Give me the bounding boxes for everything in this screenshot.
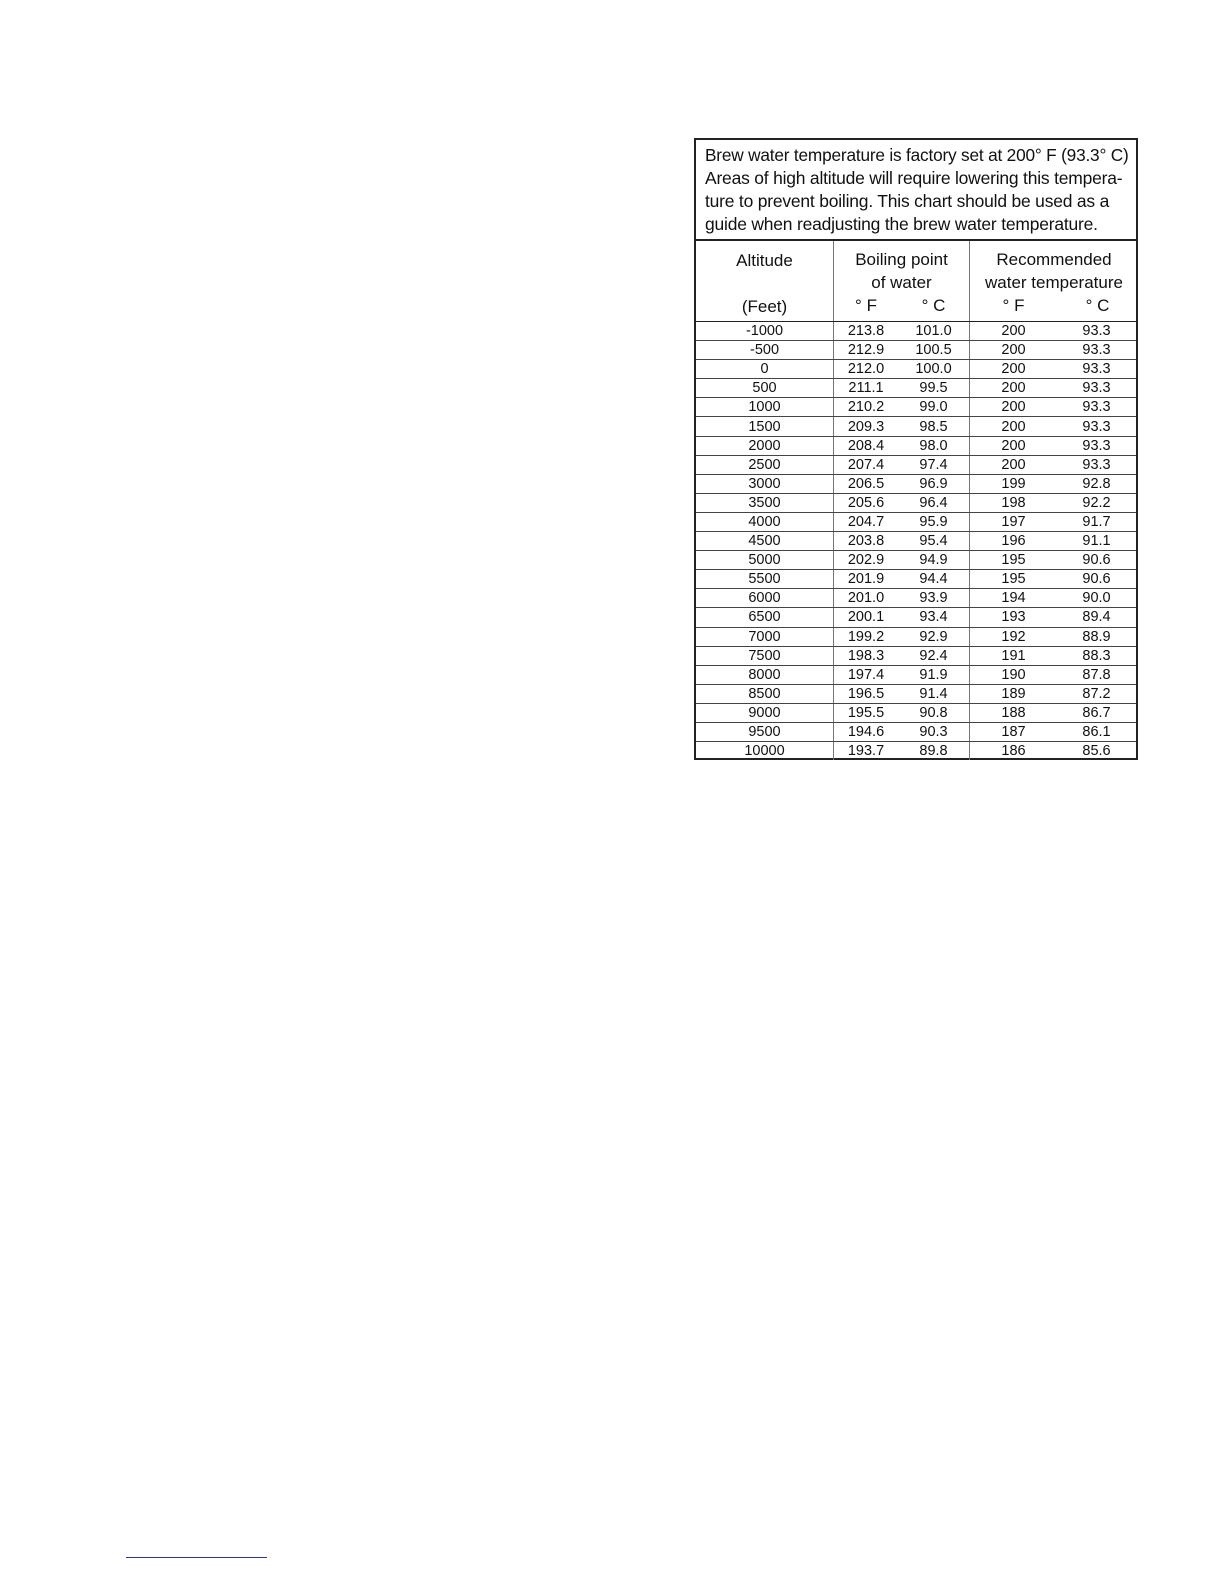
intro-line: Areas of high altitude will require lowering this tempera- xyxy=(705,168,1123,188)
cell-boiling-c: 93.9 xyxy=(898,589,970,608)
cell-boiling-c: 95.4 xyxy=(898,532,970,551)
cell-boiling-f: 198.3 xyxy=(834,646,899,665)
cell-boiling-f: 210.2 xyxy=(834,398,899,417)
table-row xyxy=(696,684,1136,703)
cell-recommended-c: 93.3 xyxy=(1057,398,1136,417)
cell-recommended-c: 90.0 xyxy=(1057,589,1136,608)
cell-recommended-f: 200 xyxy=(970,436,1058,455)
chart-intro xyxy=(696,140,1136,241)
table-row xyxy=(696,646,1136,665)
cell-boiling-c: 89.8 xyxy=(898,742,970,761)
cell-altitude: 3000 xyxy=(696,474,834,493)
cell-recommended-c: 91.1 xyxy=(1057,532,1136,551)
header-boiling-deg-c: ° C xyxy=(921,296,946,315)
cell-altitude: 6000 xyxy=(696,589,834,608)
cell-boiling-f: 208.4 xyxy=(834,436,899,455)
cell-recommended-f: 186 xyxy=(1001,743,1026,760)
cell-boiling-f: 195.5 xyxy=(834,703,899,722)
cell-boiling-f: 202.9 xyxy=(834,551,899,570)
table-row xyxy=(696,436,1136,455)
cell-boiling-c: 95.9 xyxy=(898,512,970,531)
intro-line: Brew water temperature is factory set at 200° F (93.3° C) xyxy=(705,145,1129,165)
cell-boiling-f: 211.1 xyxy=(834,379,899,398)
header-of-water: of water xyxy=(871,273,932,292)
cell-recommended-f: 200 xyxy=(970,341,1058,360)
cell-boiling-f: 204.7 xyxy=(834,512,899,531)
cell-altitude: 1500 xyxy=(696,417,834,436)
altitude-temperature-chart xyxy=(694,138,1138,760)
cell-boiling-c: 100.5 xyxy=(898,341,970,360)
cell-boiling-f: 209.3 xyxy=(834,417,899,436)
cell-boiling-c: 93.4 xyxy=(898,608,970,627)
cell-altitude: 9000 xyxy=(696,703,834,722)
cell-recommended-c: 89.4 xyxy=(1057,608,1136,627)
cell-altitude: 500 xyxy=(696,379,834,398)
table-row xyxy=(696,608,1136,627)
table-row xyxy=(696,493,1136,512)
cell-boiling-f: 194.6 xyxy=(834,722,899,741)
cell-altitude: 4500 xyxy=(696,532,834,551)
cell-altitude: -1000 xyxy=(696,322,834,341)
cell-recommended-c: 92.8 xyxy=(1057,474,1136,493)
cell-recommended-f: 200 xyxy=(970,322,1058,341)
table-row xyxy=(696,341,1136,360)
cell-altitude: 5000 xyxy=(696,551,834,570)
cell-boiling-f: 206.5 xyxy=(834,474,899,493)
cell-recommended-c: 85.6 xyxy=(1082,743,1111,760)
table-row xyxy=(696,455,1136,474)
cell-boiling-c: 101.0 xyxy=(898,322,970,341)
header-recommended: Recommended xyxy=(996,250,1112,269)
cell-altitude: 6500 xyxy=(696,608,834,627)
table-row xyxy=(696,570,1136,589)
table-row xyxy=(696,703,1136,722)
cell-recommended-f: 200 xyxy=(970,360,1058,379)
cell-recommended-f: 195 xyxy=(970,551,1058,570)
intro-line: ture to prevent boiling. This chart should be used as a xyxy=(705,191,1110,211)
cell-boiling-c: 91.9 xyxy=(898,665,970,684)
cell-recommended-c: 93.3 xyxy=(1057,436,1136,455)
cell-recommended-f: 196 xyxy=(970,532,1058,551)
cell-recommended-c: 93.3 xyxy=(1057,455,1136,474)
cell-recommended-c: 93.3 xyxy=(1057,417,1136,436)
cell-recommended-c: 93.3 xyxy=(1057,379,1136,398)
cell-recommended-f: 200 xyxy=(970,417,1058,436)
cell-altitude: 9500 xyxy=(696,722,834,741)
cell-boiling-c: 90.8 xyxy=(898,703,970,722)
cell-boiling-c: 98.0 xyxy=(898,436,970,455)
cell-boiling-c: 92.9 xyxy=(898,627,970,646)
table-row xyxy=(696,417,1136,436)
cell-boiling-c: 96.4 xyxy=(898,493,970,512)
cell-boiling-f: 201.0 xyxy=(834,589,899,608)
cell-recommended-c: 87.8 xyxy=(1057,665,1136,684)
cell-recommended-f: 187 xyxy=(970,722,1058,741)
table-row xyxy=(696,532,1136,551)
cell-boiling-f: 207.4 xyxy=(834,455,899,474)
cell-boiling-c: 99.0 xyxy=(898,398,970,417)
table-header xyxy=(696,241,1136,322)
header-recommended-deg-f: ° F xyxy=(1002,296,1025,315)
cell-boiling-c: 90.3 xyxy=(898,722,970,741)
table-row xyxy=(696,742,1136,761)
header-water-temperature: water temperature xyxy=(985,273,1123,292)
cell-boiling-c: 98.5 xyxy=(898,417,970,436)
cell-boiling-f: 212.9 xyxy=(834,341,899,360)
cell-altitude: 8500 xyxy=(696,684,834,703)
cell-boiling-c: 97.4 xyxy=(898,455,970,474)
cell-recommended-c: 88.9 xyxy=(1057,627,1136,646)
table-row xyxy=(696,474,1136,493)
cell-recommended-f: 193 xyxy=(970,608,1058,627)
cell-boiling-f: 203.8 xyxy=(834,532,899,551)
cell-recommended-f: 200 xyxy=(970,455,1058,474)
cell-altitude: 4000 xyxy=(696,512,834,531)
table-row xyxy=(696,398,1136,417)
cell-boiling-f: 201.9 xyxy=(834,570,899,589)
cell-recommended-f: 198 xyxy=(970,493,1058,512)
cell-boiling-f: 199.2 xyxy=(834,627,899,646)
cell-boiling-f: 197.4 xyxy=(834,665,899,684)
cell-recommended-f: 189 xyxy=(970,684,1058,703)
cell-recommended-c: 90.6 xyxy=(1057,551,1136,570)
cell-boiling-c: 92.4 xyxy=(898,646,970,665)
cell-recommended-c: 88.3 xyxy=(1057,646,1136,665)
cell-recommended-c: 90.6 xyxy=(1057,570,1136,589)
cell-altitude: -500 xyxy=(696,341,834,360)
header-recommended-deg-c: ° C xyxy=(1085,296,1110,315)
table-row xyxy=(696,551,1136,570)
cell-recommended-c: 86.1 xyxy=(1057,722,1136,741)
cell-recommended-f: 200 xyxy=(970,398,1058,417)
table-row xyxy=(696,360,1136,379)
cell-recommended-f: 188 xyxy=(970,703,1058,722)
cell-recommended-c: 93.3 xyxy=(1057,341,1136,360)
cell-recommended-c: 92.2 xyxy=(1057,493,1136,512)
cell-altitude: 7500 xyxy=(696,646,834,665)
intro-line: guide when readjusting the brew water temperature. xyxy=(705,214,1098,234)
cell-recommended-c: 87.2 xyxy=(1057,684,1136,703)
cell-recommended-c: 91.7 xyxy=(1057,512,1136,531)
cell-altitude: 3500 xyxy=(696,493,834,512)
header-boiling-deg-f: ° F xyxy=(855,296,877,315)
cell-boiling-c: 91.4 xyxy=(898,684,970,703)
cell-altitude: 8000 xyxy=(696,665,834,684)
cell-boiling-f: 193.7 xyxy=(847,743,885,760)
table-row xyxy=(696,322,1136,341)
cell-boiling-c: 94.9 xyxy=(898,551,970,570)
cell-recommended-f: 199 xyxy=(970,474,1058,493)
cell-recommended-f: 197 xyxy=(970,512,1058,531)
cell-boiling-f: 213.8 xyxy=(834,322,899,341)
cell-boiling-f: 212.0 xyxy=(834,360,899,379)
cell-recommended-c: 93.3 xyxy=(1057,322,1136,341)
cell-boiling-c: 100.0 xyxy=(898,360,970,379)
cell-altitude: 2500 xyxy=(696,455,834,474)
footer-rule xyxy=(126,1557,267,1558)
cell-altitude: 1000 xyxy=(696,398,834,417)
cell-altitude: 10000 xyxy=(696,742,834,761)
cell-altitude: 0 xyxy=(696,360,834,379)
header-altitude-unit: (Feet) xyxy=(741,297,788,316)
cell-boiling-f: 205.6 xyxy=(834,493,899,512)
table-row xyxy=(696,379,1136,398)
cell-altitude: 5500 xyxy=(696,570,834,589)
header-boiling-point: Boiling point xyxy=(855,250,948,269)
cell-recommended-c: 93.3 xyxy=(1057,360,1136,379)
cell-boiling-c: 96.9 xyxy=(898,474,970,493)
cell-recommended-f: 190 xyxy=(970,665,1058,684)
table-row xyxy=(696,627,1136,646)
table-row xyxy=(696,665,1136,684)
cell-boiling-c: 99.5 xyxy=(898,379,970,398)
cell-boiling-f: 200.1 xyxy=(834,608,899,627)
cell-recommended-f: 191 xyxy=(970,646,1058,665)
cell-recommended-f: 200 xyxy=(970,379,1058,398)
cell-altitude: 7000 xyxy=(696,627,834,646)
cell-recommended-c: 86.7 xyxy=(1057,703,1136,722)
cell-boiling-f: 196.5 xyxy=(834,684,899,703)
cell-boiling-c: 94.4 xyxy=(898,570,970,589)
table-row xyxy=(696,589,1136,608)
cell-recommended-f: 194 xyxy=(970,589,1058,608)
altitude-data-table xyxy=(696,322,1136,760)
header-altitude: Altitude xyxy=(736,251,793,270)
cell-altitude: 2000 xyxy=(696,436,834,455)
cell-recommended-f: 195 xyxy=(970,570,1058,589)
table-row xyxy=(696,512,1136,531)
table-row xyxy=(696,722,1136,741)
cell-recommended-f: 192 xyxy=(970,627,1058,646)
